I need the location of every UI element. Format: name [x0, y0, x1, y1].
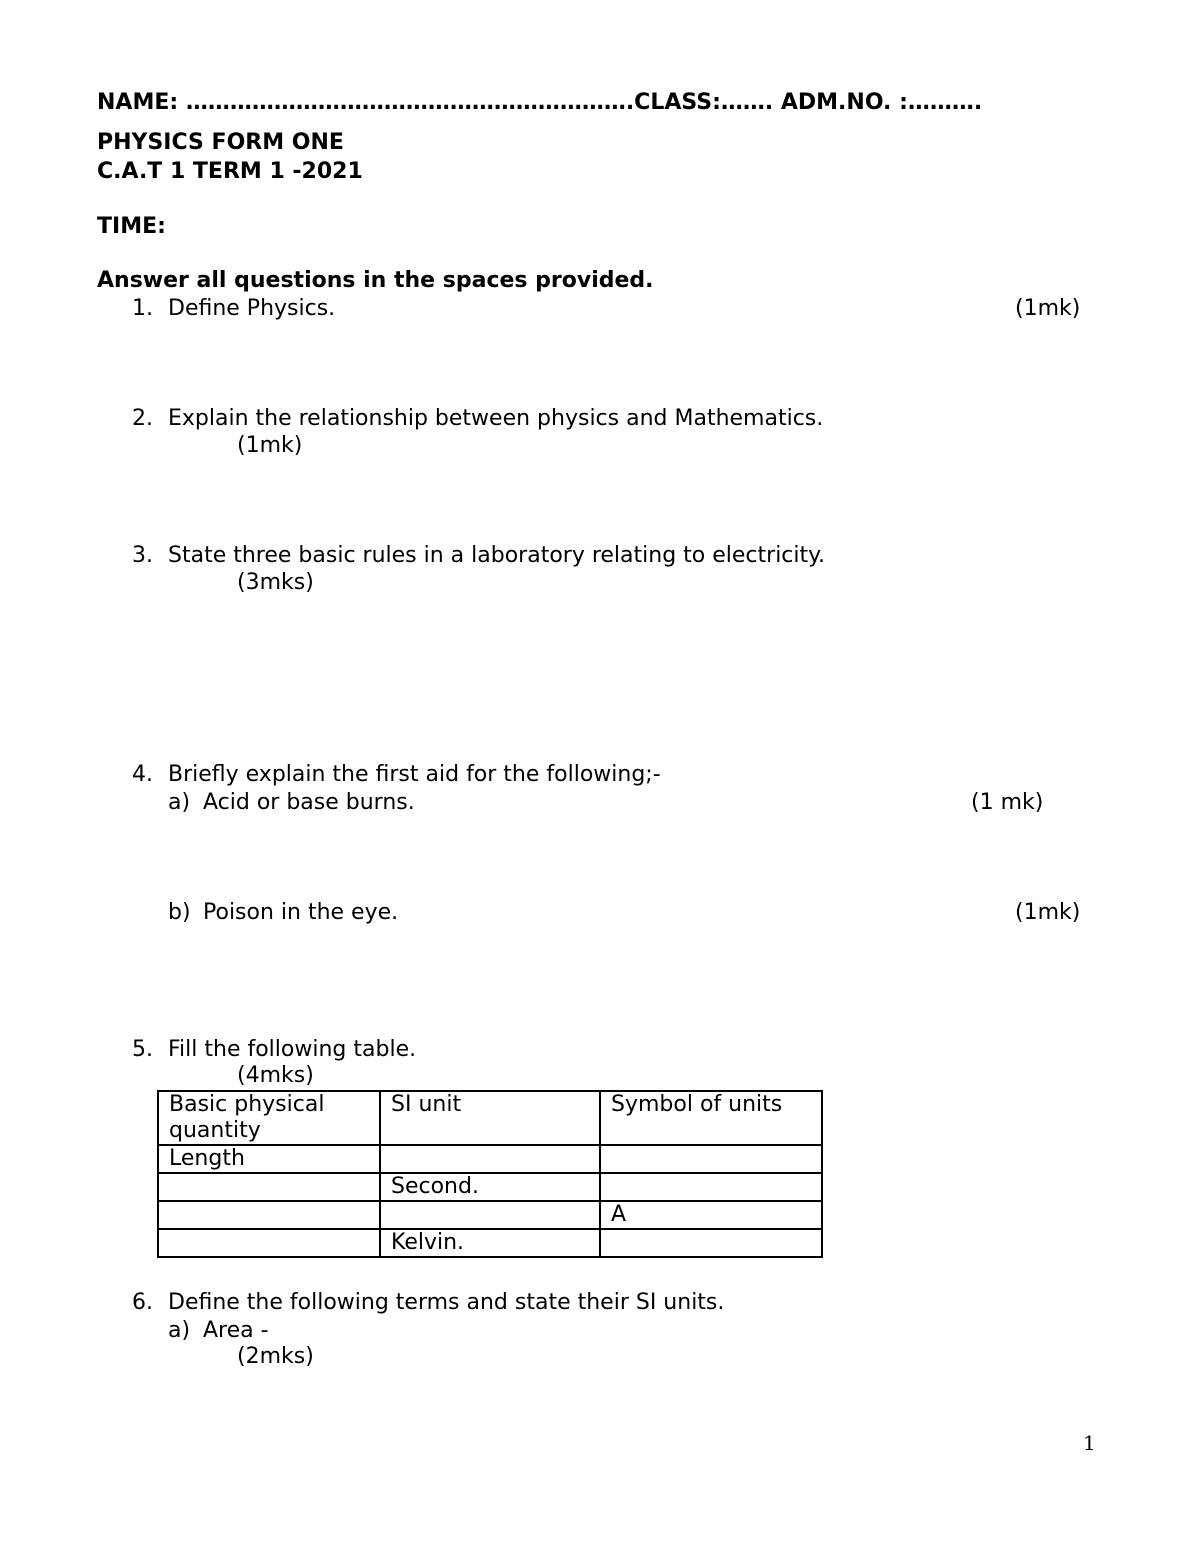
- question-4-number: 4.: [132, 762, 153, 787]
- question-1-marks: (1mk): [1015, 296, 1081, 321]
- question-2-marks: (1mk): [237, 433, 303, 458]
- exam-title: C.A.T 1 TERM 1 -2021: [97, 159, 363, 184]
- table-row: [158, 1201, 822, 1229]
- subject-title: PHYSICS FORM ONE: [97, 130, 344, 155]
- table-cell[interactable]: Second.: [380, 1173, 600, 1201]
- question-4-text: Briefly explain the first aid for the following;-: [168, 762, 661, 787]
- question-5-number: 5.: [132, 1037, 153, 1062]
- question-4a-marks: (1 mk): [971, 790, 1044, 815]
- question-5-text: Fill the following table.: [168, 1037, 417, 1062]
- question-5-marks: (4mks): [237, 1063, 314, 1088]
- table-row: [158, 1145, 822, 1173]
- table-row: [158, 1173, 822, 1201]
- table-header-cell: SI unit: [380, 1091, 600, 1145]
- student-info-line: NAME: …………………………………………………….CLASS:……. ADM.NO. :……….: [97, 90, 983, 115]
- time-label: TIME:: [97, 214, 166, 239]
- table-cell[interactable]: [380, 1201, 600, 1229]
- question-6a-label: a): [168, 1318, 191, 1343]
- question-1-number: 1.: [132, 296, 153, 321]
- question-4b-text: Poison in the eye.: [203, 900, 399, 925]
- table-header-row: [158, 1091, 822, 1145]
- question-6-number: 6.: [132, 1290, 153, 1315]
- table-header-cell: Basic physical quantity: [158, 1091, 380, 1145]
- question-6-text: Define the following terms and state their SI units.: [168, 1290, 725, 1315]
- table-cell[interactable]: Kelvin.: [380, 1229, 600, 1257]
- question-4a-label: a): [168, 790, 191, 815]
- question-4b-label: b): [168, 900, 191, 925]
- table-row: [158, 1229, 822, 1257]
- table-cell[interactable]: [600, 1145, 822, 1173]
- table-cell[interactable]: [600, 1173, 822, 1201]
- units-table: [157, 1090, 823, 1258]
- question-4b-marks: (1mk): [1015, 900, 1081, 925]
- question-3-marks: (3mks): [237, 570, 314, 595]
- table-cell[interactable]: [158, 1229, 380, 1257]
- question-4a-text: Acid or base burns.: [203, 790, 415, 815]
- question-3-number: 3.: [132, 543, 153, 568]
- page-number: 1: [1083, 1431, 1096, 1455]
- question-1-text: Define Physics.: [168, 296, 336, 321]
- question-2-text: Explain the relationship between physics and Mathematics.: [168, 406, 824, 431]
- table-cell[interactable]: [600, 1229, 822, 1257]
- question-6a-text: Area -: [203, 1318, 269, 1343]
- table-cell[interactable]: Length: [158, 1145, 380, 1173]
- table-cell[interactable]: A: [600, 1201, 822, 1229]
- question-2-number: 2.: [132, 406, 153, 431]
- table-cell[interactable]: [158, 1201, 380, 1229]
- table-header-cell: Symbol of units: [600, 1091, 822, 1145]
- instructions: Answer all questions in the spaces provided.: [97, 268, 654, 293]
- question-6a-marks: (2mks): [237, 1344, 314, 1369]
- question-3-text: State three basic rules in a laboratory relating to electricity.: [168, 543, 826, 568]
- table-cell[interactable]: [158, 1173, 380, 1201]
- table-cell[interactable]: [380, 1145, 600, 1173]
